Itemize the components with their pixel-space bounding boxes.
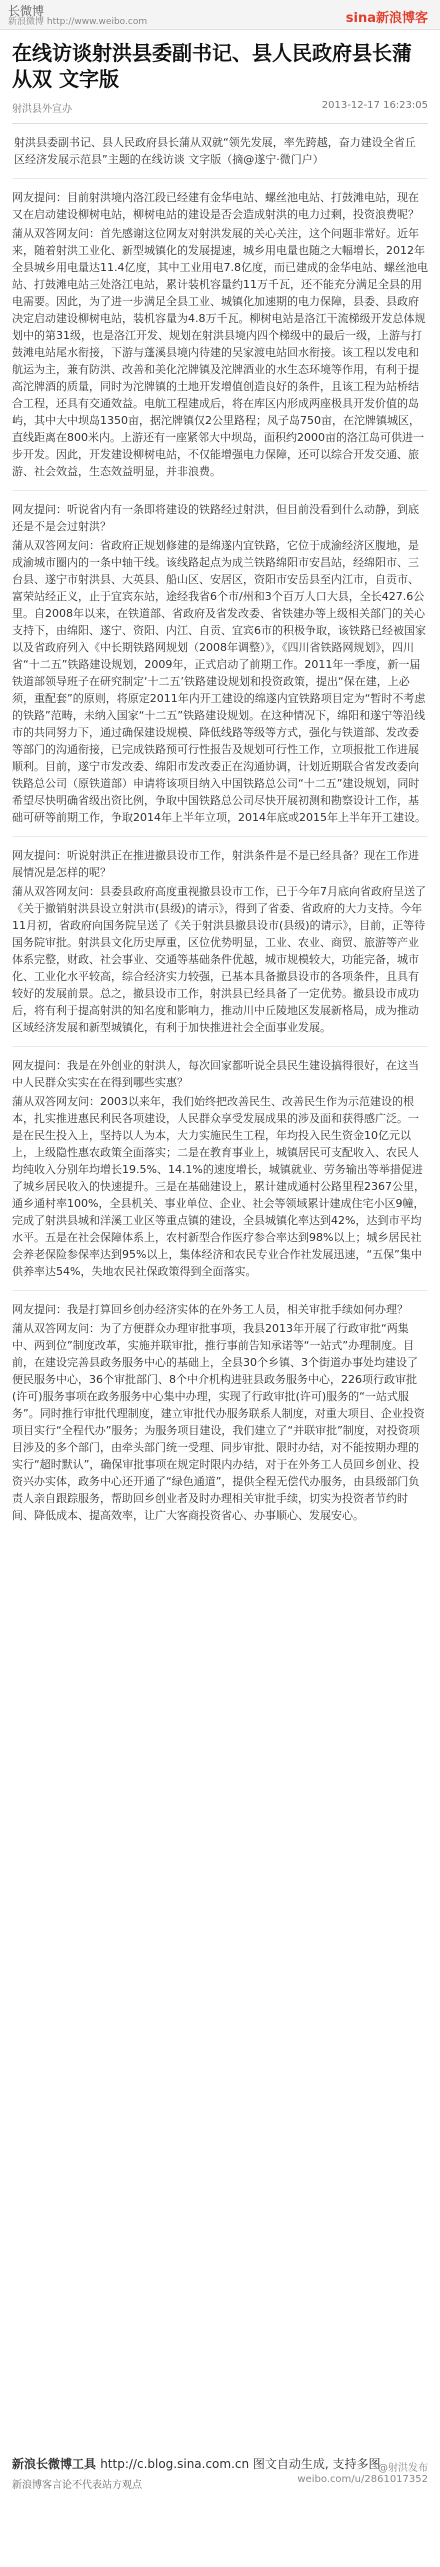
article-lead: 射洪县委副书记、县人民政府县长蒲从双就“领先发展，率先跨越，奋力建设全省丘区经济发展示范县”主题的在线访谈 文字版（摘@遂宁·微门户）	[14, 136, 416, 166]
answer: 蒲从双答网友问：为了方便群众办理审批事项，我县2013年开展了行政审批“两集中、两到位”制度改革，实施并联审批，推行事前告知承诺等“一站式”办理制度。目前，在建设完善县政务服务中心的基础上，全县30个乡镇、3个街道办事处均建设了便民服务中心，36个审批部门、8个中介机构进驻县政务服务中心，226项行政审批(许可)服务事项在政务服务中心集中办理，实现了行政审批(许可)服务的“一站式服务”。同时推行审批代理制度，建立审批代办服务联系人制度，对重大项目、企业投资项目实行“全程代办”服务；为服务项目建设，我们建立了“并联审批”制度，对投资项目涉及的多个部门，由牵头部门统一受理、同步审批、限时办结，对不能按期办理的实行“超时默认”，确保审批事项在规定时限内办结，对于在外务工人员回乡创业、投资兴办实体，政务中心还开通了“绿色通道”，提供全程无偿代办服务，由县级部门负责人亲自跟踪服务，帮助回乡创业者及时办理相关审批手续，切实为投资者节约时间、降低成本、提高效率，让广大客商投资省心、办事顺心、发展安心。	[12, 1322, 425, 1522]
question: 网友提问：我是打算回乡创办经济实体的在外务工人员，相关审批手续如何办理？	[12, 1303, 408, 1316]
sina-logo: sina新浪博客	[345, 11, 428, 26]
tool-link[interactable]: http://c.blog.sina.com.cn 图文自动生成, 支持多图	[100, 2457, 381, 2471]
article-datetime: 2013-12-17 16:23:05	[321, 100, 428, 111]
qa-block-2	[12, 501, 428, 826]
watermark-url: weibo.com/u/2861017352	[297, 2474, 428, 2485]
answer: 蒲从双答网友问：首先感谢这位网友对射洪发展的关心关注，这个问题非常好。近年来，随着射洪工业化、新型城镇化的发展提速，城乡用电量也随之大幅增长，2012年全县城乡用电量达11.4亿度，其中工业用电7.8亿度，而已建成的金华电站、螺丝池电站、打鼓滩电站三处洛江电站，累计装机容量约11万千瓦，还不能充分满足全县的用电需要。因此，为了进一步满足全县工业、城镇化加速期的电力保障，县委、县政府决定启动建设柳树电站，装机容量为4.8万千瓦。柳树电站是洛江干流梯级开发总体规划中的第31级，也是洛江开发、规划在射洪县境内四个梯级中的最后一级，上游与打鼓滩电站尾水衔接，下游与蓬溪县境内待建的吴家渡电站回水衔接。该工程以发电和航运为主，兼有防洪、改善和美化沱牌镇及沱牌酒业的水生态环境等作用，有利于提高沱牌酒的质量，同时为沱牌镇的土地开发增值创造良好的条件，且该工程为站桥结合工程，还具有交通效益。电航工程建成后，将在库区内形成两座极具开发价值的岛屿，其中大中坝岛1350亩，据沱牌镇仅2公里路程；凤子岛750亩，在沱牌镇城区，直线距离在800米内。上游还有一座紧邻大中坝岛，面积约2000亩的洛江岛可供进一步开发。因此，开发建设柳树电站，不仅能增强电力保障，还可以综合开发交通、旅游、社会效益，生态效益明显，并非浪费。	[12, 227, 428, 478]
qa-block-1	[12, 189, 428, 480]
article-title: 在线访谈射洪县委副书记、县人民政府县长蒲从双 文字版	[12, 41, 412, 91]
divider	[12, 490, 428, 491]
answer: 蒲从双答网友问：县委县政府高度重视撤县设市工作，已于今年7月底向省政府呈送了《关于撤销射洪县设立射洪市(县级)的请示》，得到了省委、省政府的大力支持。今年11月初，省政府向国务院呈送了《关于射洪县撤县设市(县级)的请示》，目前，正等待国务院审批。射洪县文化历史厚重，区位优势明显，工业、农业、商贸、旅游等产业体系完整，财政、社会事业、交通等基础条件优越，城市规模较大，功能完备，城市化、工业化水平较高，综合经济实力较强，已基本具备撤县设市的各项条件，且具有较好的发展前景。总之，撤县设市工作，射洪县已经具备了一定优势。撤县设市成功后，将有利于提高射洪的知名度和影响力，推动川中丘陵地区发展新格局，成为推动区域经济发展和新型城镇化，有利于加快推进社会全面事业发展。	[12, 885, 426, 1034]
divider	[12, 1046, 428, 1047]
divider	[12, 1290, 428, 1291]
article	[0, 30, 440, 1524]
qa-block-5	[12, 1301, 428, 1524]
watermark-handle: @射洪发布	[378, 2463, 428, 2474]
top-bar	[0, 0, 440, 30]
divider	[12, 178, 428, 179]
divider	[12, 836, 428, 837]
qa-block-4	[12, 1057, 428, 1280]
tool-name: 新浪长微博工具	[12, 2457, 97, 2471]
answer: 蒲从双答网友问：2003以来年，我们始终把改善民生、改善民生作为示范建设的根本，扎实推进惠民利民各项建设，人民群众享受发展成果的涉及面和获得感广泛。一是在民生投入上，坚持以人为本，大力实施民生工程，年均投入民生资金10亿元以上，上级隐性惠农政策全面落实；二是在教育事业上，城镇居民可支配收入、农民人均纯收入分别年均增长19.5%、14.1%的速度增长，城镇就业、劳务输出等举措促进了城乡居民收入的快速提升。三是在基础建设上，累计建成通村公路里程2367公里，通乡通村率100%，全县机关、事业单位、企业、社会等领域累计建成住宅小区9幢，完成了射洪县城和洋溪工业区等重点镇的建设，全县城镇化率达到42%，达到市平均水平。五是在社会保障体系上，农村新型合作医疗参合率达到98%以上；城乡居民社会养老保险参保率达到95%以上，集体经济和农民专业合作社发展迅速，“五保”集中供养率达54%，失地农民社保政策得到全面落实。	[12, 1095, 425, 1278]
qa-block-3	[12, 847, 428, 1036]
footer	[0, 2455, 440, 2491]
answer: 蒲从双答网友问：省政府正规划修建的是绵遂内宜铁路，它位于成渝经济区腹地，是成渝城市圈内的一条中轴干线。该线路起点为成兰铁路绵阳市安昌站，经绵阳市、三台县、遂宁市射洪县、大英县、船山区、安居区，资阳市安岳县至内江市，自贡市、富荣站经正义，止于宜宾东站，途经我省6个市/州和3个百万人口大县，全长427.6公里。自2008年以来，在铁道部、省政府及省发改委、省铁建办等上级相关部门的关心支持下，由绵阳、遂宁、资阳、内江、自贡、宜宾6市的积极争取，该铁路已经被国家以及省政府列入《中长期铁路网规划（2008年调整）》，《四川省铁路网规划》，四川省“十二五”铁路建设规划，2009年，正式启动了前期工作。2011年一季度，新一届铁道部领导班子在研究制定‘十二五’铁路建设规划和投资政策，提出“保在建，上必须，重配套”的原则，将原定2011年内开工建设的绵遂内宜铁路项目定为“暂时不考虑的铁路”范畴，未纳入国家“十二五”铁路建设规划。在这种情况下，绵阳和遂宁等沿线市的共同努力下，通过确保建设规模、降低线路等级等方式，强化与铁道部、发改委等部门的沟通衔接，已完成铁路预可行性报告及规划可行性工作，立项报批工作进展顺利。目前，遂宁市发改委、绵阳市发改委正在沟通协调，计划近期联合省发改委向铁路总公司（原铁道部）申请将该项目纳入中国铁路总公司“十二五”建设规划，同时希望尽快明确省级出资比例，争取中国铁路总公司尽快开展初测和勘察设计工作，基础可研等前期工作，争取2014年上半年立项，2014年底或2015年上半年开工建设。	[12, 539, 426, 824]
watermark	[297, 2459, 428, 2485]
question: 网友提问：我是在外创业的射洪人，每次回家都听说全县民生建设搞得很好，在这当中人民群众实实在在得到哪些实惠？	[12, 1059, 419, 1089]
question: 网友提问：目前射洪境内洛江段已经建有金华电站、螺丝池电站、打鼓滩电站，现在又在启动建设柳树电站，柳树电站的建设是否会造成射洪的电力过剩，投资浪费呢？	[12, 191, 419, 221]
disclaimer: 新浪博客言论不代表站方观点	[12, 2480, 142, 2491]
article-source: 射洪县外宣办	[12, 104, 72, 115]
brand-url: 新浪微博 http://www.weibo.com	[8, 17, 148, 27]
question: 网友提问：听说省内有一条即将建设的铁路经过射洪，但目前没看到什么动静，到底还是不是会过射洪？	[12, 503, 419, 533]
brand-label: 长微博	[8, 4, 45, 18]
article-meta	[12, 100, 428, 124]
question: 网友提问：听说射洪正在推进撤县设市工作，射洪条件是不是已经具备？现在工作进展情况是怎样的呢？	[12, 849, 419, 879]
